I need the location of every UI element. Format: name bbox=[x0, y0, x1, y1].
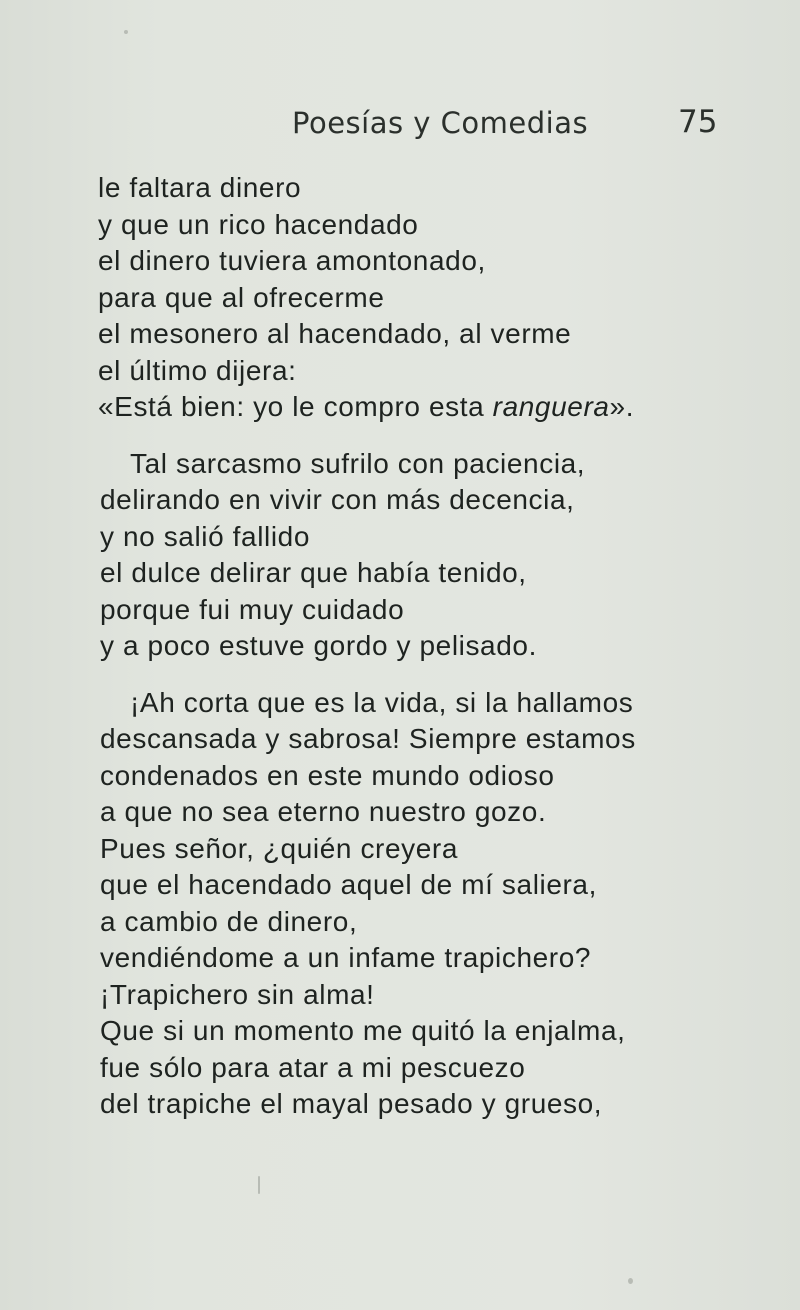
verse-line: vendiéndome a un infame trapichero? bbox=[100, 942, 592, 973]
running-title: Poesías y Comedias bbox=[292, 106, 589, 140]
verse-text: «Está bien: yo le compro esta bbox=[98, 391, 493, 422]
verse-line: Que si un momento me quitó la enjalma, bbox=[100, 1015, 626, 1046]
verse-line: del trapiche el mayal pesado y grueso, bbox=[100, 1088, 603, 1119]
verse-line: el último dijera: bbox=[98, 354, 297, 386]
verse-line: Tal sarcasmo sufrilo con paciencia, bbox=[130, 447, 586, 479]
verse-line: fue sólo para atar a mi pescuezo bbox=[100, 1051, 526, 1083]
verse-line: Pues señor, ¿quién creyera bbox=[100, 832, 459, 864]
verse-line: el mesonero al hacendado, al verme bbox=[98, 318, 572, 349]
verse-line: y que un rico hacendado bbox=[98, 208, 419, 240]
stanza bbox=[0, 170, 800, 426]
verse-line: y a poco estuve gordo y pelisado. bbox=[100, 630, 537, 661]
verse-line: a que no sea eterno nuestro gozo. bbox=[100, 796, 547, 827]
verse-line: ¡Ah corta que es la vida, si la hallamos bbox=[130, 686, 634, 718]
page-number: 75 bbox=[678, 104, 718, 140]
page-header bbox=[0, 100, 800, 148]
verse-line bbox=[98, 389, 800, 426]
paper-speck bbox=[124, 30, 128, 34]
verse-line: que el hacendado aquel de mí saliera, bbox=[100, 869, 597, 900]
verse-line: para que al ofrecerme bbox=[98, 281, 385, 313]
verse-line: el dinero tuviera amontonado, bbox=[98, 245, 486, 276]
verse-line: a cambio de dinero, bbox=[100, 905, 358, 937]
verse-line: y no salió fallido bbox=[100, 520, 311, 552]
paper-speck bbox=[628, 1278, 633, 1284]
verse-italic-word: ranguera bbox=[492, 391, 610, 422]
verse-line: le faltara dinero bbox=[98, 172, 302, 203]
verse-line: ¡Trapichero sin alma! bbox=[100, 978, 375, 1010]
paper-speck bbox=[258, 1176, 260, 1194]
verse-line: porque fui muy cuidado bbox=[100, 593, 405, 625]
stanza bbox=[0, 685, 800, 1123]
stanza bbox=[0, 446, 800, 665]
verse-line: el dulce delirar que había tenido, bbox=[100, 557, 527, 588]
poem-body bbox=[0, 170, 800, 1270]
verse-line: descansada y sabrosa! Siempre estamos bbox=[100, 723, 636, 754]
verse-line: condenados en este mundo odioso bbox=[100, 759, 555, 791]
verse-closing-quote: ». bbox=[609, 391, 635, 422]
verse-line: delirando en vivir con más decencia, bbox=[100, 484, 575, 515]
